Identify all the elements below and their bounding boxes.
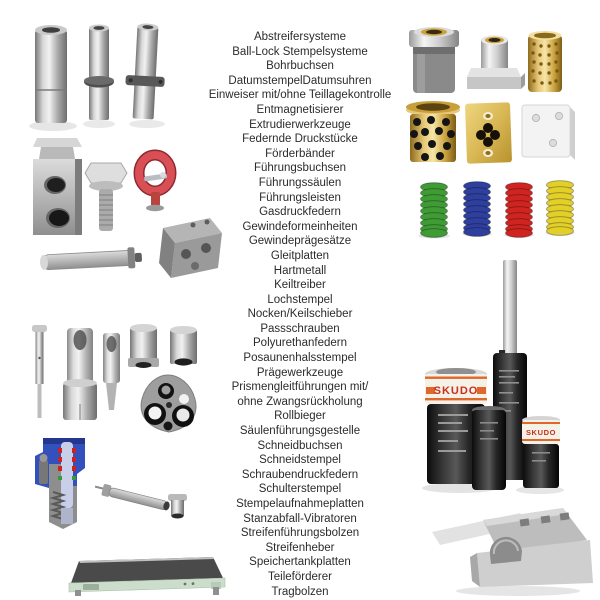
category-link[interactable]: Gewindeformeinheiten [242, 220, 358, 233]
category-link[interactable]: Gleitplatten [270, 249, 330, 262]
category-link[interactable]: Tragbolzen [271, 585, 329, 598]
category-link[interactable]: Schneidstempel [259, 454, 341, 467]
category-link[interactable]: Säulenführungsgestelle [239, 425, 361, 438]
category-link[interactable]: Posaunenhalsstempel [243, 352, 357, 365]
category-link[interactable]: Lochstempel [267, 293, 333, 306]
category-list [0, 30, 600, 599]
category-link[interactable]: Ball-Lock Stempelsysteme [232, 45, 368, 58]
category-link[interactable]: Polyurethanfedern [253, 337, 347, 350]
category-link[interactable]: Teileförderer [268, 570, 332, 583]
category-link[interactable]: Führungsbuchsen [253, 162, 347, 175]
category-link[interactable]: DatumstempelDatumsuhren [228, 74, 372, 87]
category-link[interactable]: ohne Zwangsrückholung [237, 395, 363, 408]
category-link[interactable]: Führungsleisten [259, 191, 341, 204]
category-link[interactable]: Führungssäulen [258, 176, 342, 189]
category-link[interactable]: Prismengleitführungen mit/ [231, 381, 369, 394]
category-link[interactable]: Rollbieger [274, 410, 326, 423]
category-link[interactable]: Keiltreiber [274, 279, 326, 292]
category-link[interactable]: Prägewerkzeuge [256, 366, 344, 379]
category-link[interactable]: Streifenheber [265, 541, 335, 554]
category-link[interactable]: Hartmetall [273, 264, 327, 277]
gas-spring-brand-label-small: SKUDO [525, 428, 557, 437]
category-link[interactable]: Bohrbuchsen [266, 60, 334, 73]
category-link[interactable]: Stanzabfall-Vibratoren [243, 512, 357, 525]
category-link[interactable]: Schneidbuchsen [257, 439, 343, 452]
category-link[interactable]: Extrudierwerkzeuge [249, 118, 351, 131]
category-link[interactable]: Gasdruckfedern [259, 206, 341, 219]
category-link[interactable]: Stempelaufnahmeplatten [236, 498, 364, 510]
category-link[interactable]: Entmagnetisierer [256, 103, 344, 116]
category-link[interactable]: Förderbänder [265, 147, 335, 160]
category-link[interactable]: Einweiser mit/ohne Teillagekontrolle [208, 89, 392, 102]
category-link[interactable]: Schulterstempel [258, 483, 342, 496]
category-link[interactable]: Speichertankplatten [249, 556, 351, 569]
category-link[interactable]: Streifenführungsbolzen [240, 527, 360, 540]
category-link[interactable]: Abstreifersysteme [253, 31, 347, 43]
category-link[interactable]: Schraubendruckfedern [241, 468, 359, 481]
gas-spring-brand-label: SKUDO [433, 385, 479, 397]
category-link[interactable]: Nocken/Keilschieber [247, 308, 353, 321]
category-link[interactable]: Federnde Druckstücke [242, 133, 358, 146]
category-link[interactable]: Passschrauben [260, 322, 340, 335]
category-link[interactable]: Gewindeprägesätze [248, 235, 352, 248]
